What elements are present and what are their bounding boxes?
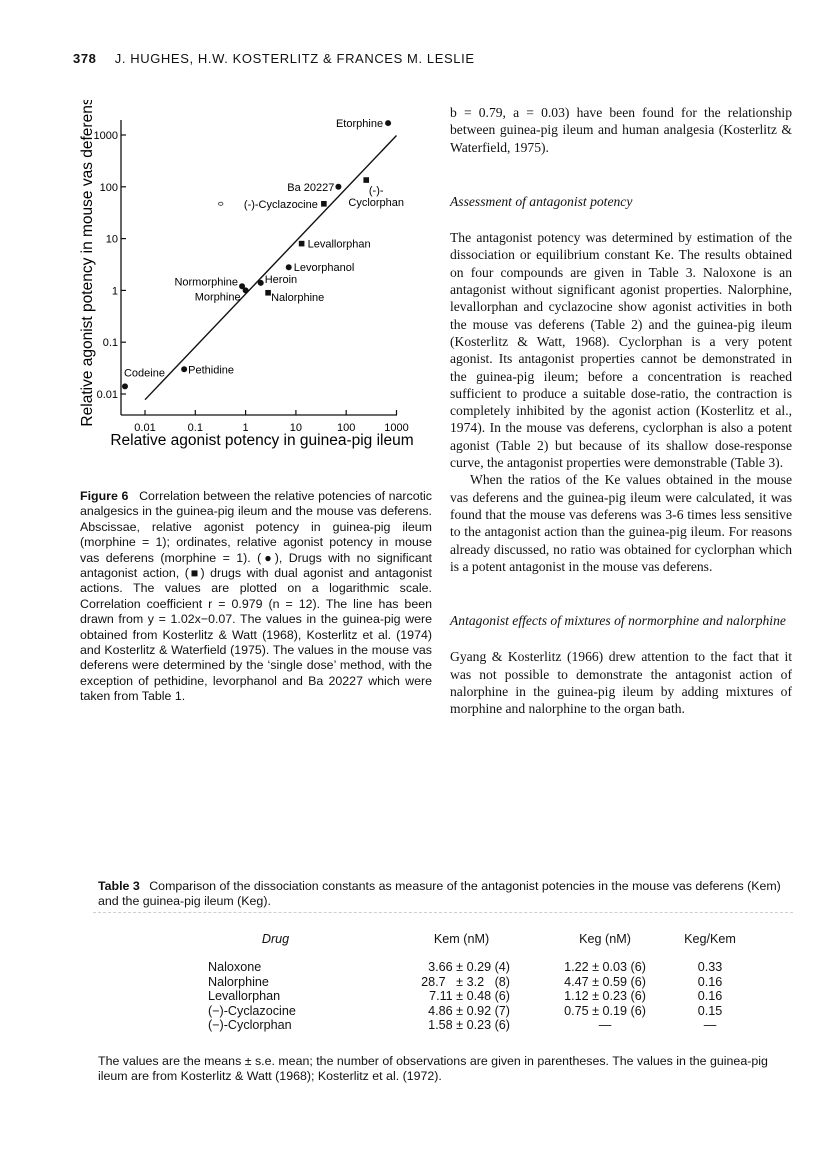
page-number: 378 xyxy=(73,51,97,66)
header-keg: Keg (nM) xyxy=(579,932,631,946)
cell-keg: 4.47 ± 0.59 (6) xyxy=(564,974,646,989)
cell-kem: 7.11 ± 0.48 (6) xyxy=(429,989,510,1004)
right-column xyxy=(450,104,792,718)
cell-ratio: 0.33 xyxy=(697,960,723,974)
cell-drug: Naloxone xyxy=(208,960,262,974)
header-kem: Kem (nM) xyxy=(433,932,490,946)
cell-kem: 3.66 ± 0.29 (4) xyxy=(428,960,510,974)
header-ratio: Keg/Kem xyxy=(684,932,736,946)
point-cyclorphan xyxy=(363,177,369,183)
x-tick-label: 100 xyxy=(337,422,356,434)
point-label-codeine: Codeine xyxy=(123,367,165,380)
point-etorphine xyxy=(385,120,391,126)
y-tick-label: 0.1 xyxy=(102,337,118,350)
x-tick-label: 0.1 xyxy=(187,422,203,434)
point-codeine xyxy=(122,383,128,389)
x-tick-label: 10 xyxy=(289,422,303,434)
cell-ratio: 0.16 xyxy=(697,974,723,989)
point-morphine xyxy=(243,287,249,293)
cell-drug: Levallorphan xyxy=(208,989,281,1004)
point-label-levallorphan: Levallorphan xyxy=(307,238,371,251)
cell-drug: (−)-Cyclazocine xyxy=(208,1003,296,1018)
point-label-levorphanol: Levorphanol xyxy=(293,262,355,275)
header-drug: Drug xyxy=(261,932,290,946)
table-header-row xyxy=(208,932,750,960)
section-heading-antagonist-potency: Assessment of antagonist potency xyxy=(450,193,633,209)
table-note: The values are the means ± s.e. mean; the number of observations are given in parentheses. The values in the guinea-pig ileum are from Kosterlitz & Watt (1968); Kosterlitz et al. (1972). xyxy=(98,1054,768,1084)
figure-caption xyxy=(80,489,432,705)
table-caption-text: Comparison of the dissociation constants as measure of the antagonist potencies in the mouse vas deferens (Kem) and the guinea-pig ileum (Keg). xyxy=(98,879,781,909)
figure-label: Figure 6 xyxy=(80,489,129,503)
section-heading-mixtures: Antagonist effects of mixtures of normorphine and nalorphine xyxy=(450,613,786,629)
point-label-pethidine: Pethidine xyxy=(188,364,235,377)
table-label: Table 3 xyxy=(98,879,140,893)
y-tick-label: 1000 xyxy=(93,130,118,142)
point-ba-20227 xyxy=(335,184,341,190)
point-levallorphan xyxy=(299,241,305,247)
paragraph-ke-ratios: When the ratios of the Ke values obtained in the mouse vas deferens and the guinea-pig ileum were calculated, it was found that the mouse vas deferens was 3-6 times less sensitive to the antagonist action than the guinea-pig ileum. For reasons already discussed, no ratio was obtained for cyclorphan which is a potent antagonist in the mouse vas deferens. xyxy=(450,472,792,574)
cell-keg: 1.12 ± 0.23 (6) xyxy=(564,989,646,1004)
point-label-cyclazocine: (-)-Cyclazocine xyxy=(243,198,318,211)
x-tick-label: 1000 xyxy=(384,422,409,434)
cell-kem: 28.7 ± 3.2 (8) xyxy=(421,974,510,989)
point-cyclazocine xyxy=(321,201,327,207)
regression-line xyxy=(145,136,397,400)
authors: J. HUGHES, H.W. KOSTERLITZ & FRANCES M. LESLIE xyxy=(114,51,475,66)
data-points xyxy=(122,118,404,389)
cell-kem: 4.86 ± 0.92 (7) xyxy=(428,1003,510,1018)
cell-ratio: 0.16 xyxy=(697,989,723,1004)
scatter-plot xyxy=(70,100,440,460)
cell-ratio: 0.15 xyxy=(697,1003,723,1018)
cell-drug: (−)-Cyclorphan xyxy=(208,1018,292,1033)
point-nalorphine xyxy=(265,290,271,296)
point-label-nalorphine: Nalorphine xyxy=(271,291,325,304)
point-pethidine xyxy=(181,366,187,372)
cell-keg: 0.75 ± 0.19 (6) xyxy=(564,1003,646,1018)
point-heroin xyxy=(258,280,264,286)
point-label-heroin: Heroin xyxy=(264,273,298,286)
table-row xyxy=(208,1004,750,1019)
point-label-cyclorphan: (-)- xyxy=(368,185,384,198)
point-label-etorphine: Etorphine xyxy=(335,118,384,131)
y-tick-label: 10 xyxy=(105,233,118,246)
cell-drug: Nalorphine xyxy=(208,974,269,989)
cell-kem: 1.58 ± 0.23 (6) xyxy=(428,1018,510,1033)
point-label-morphine: Morphine xyxy=(194,291,241,304)
point-open-circle xyxy=(219,202,223,205)
paragraph-antagonist-potency: The antagonist potency was determined by estimation of the dissociation or equilibrium constant Ke. The results obtained on four compounds are given in Table 3. Naloxone is an antagonist without significant agonist properties. Nalorphine, levallorphan and cyclazocine show agonist activities in both the mouse vas deferens (Table 2) and the guinea-pig ileum (Kosterlitz & Watt, 1968). Cyclorphan is a very potent agonist. Its antagonist properties cannot be demonstrated in the guinea-pig ileum; before a concentration is reached sufficient to produce a suitable dose-ratio, the contraction is completely inhibited by the agonist action (Kosterlitz et al., 1974). In the mouse vas deferens, cyclorphan is also a potent agonist (Table 2) but because of its shallow dose-response curve, the antagonist properties were demonstrable (Table 3). xyxy=(450,230,792,471)
y-axis-label: Relative agonist potency in mouse vas deferens xyxy=(79,100,96,427)
figure-6-chart xyxy=(70,100,440,460)
x-tick-label: 0.01 xyxy=(134,422,156,434)
y-tick-label: 1 xyxy=(111,285,118,298)
y-tick-label: 100 xyxy=(99,181,118,194)
x-tick-label: 1 xyxy=(242,422,249,434)
running-head xyxy=(73,51,475,66)
table-row xyxy=(208,960,750,975)
point-label-ba-20227: Ba 20227 xyxy=(287,181,335,194)
point-levorphanol xyxy=(286,264,292,270)
table-caption xyxy=(98,879,788,909)
table-row xyxy=(208,1018,750,1033)
x-axis-label: Relative agonist potency in guinea-pig ileum xyxy=(110,432,414,449)
paragraph-mixtures: Gyang & Kosterlitz (1966) drew attention to the fact that it was not possible to demonstrate the antagonist action of nalorphine in the guinea-pig ileum by adding mixtures of morphine and nalorphine to the organ bath. xyxy=(450,649,792,717)
cell-ratio: — xyxy=(703,1018,717,1033)
cell-keg: 1.22 ± 0.03 (6) xyxy=(564,960,646,974)
cell-keg: — xyxy=(598,1018,612,1033)
regression-line-path xyxy=(145,136,397,400)
point-label-cyclorphan: Cyclorphan xyxy=(348,197,405,210)
table-row xyxy=(208,975,750,990)
point-label-normorphine: Normorphine xyxy=(174,276,239,289)
paragraph-continued: b = 0.79, a = 0.03) have been found for the relationship between guinea-pig ileum and human analgesia (Kosterlitz & Waterfield, 1975). xyxy=(450,105,792,155)
table-3 xyxy=(208,932,750,1033)
table-row xyxy=(208,989,750,1004)
table-rule xyxy=(93,912,793,913)
tick-labels xyxy=(94,130,409,434)
y-tick-label: 0.01 xyxy=(96,389,118,401)
figure-caption-text: Correlation between the relative potencies of narcotic analgesics in the guinea-pig ileum and the mouse vas deferens. Abscissae, relative agonist potency in guinea-pig ileum (morphine = 1); ordinates, relative agonist potency in mouse vas deferens (morphine = 1). (●), Drugs with no significant antagonist action, (■) drugs with dual agonist and antagonist actions. The values are plotted on a logarithmic scale. Correlation coefficient r = 0.979 (n = 12). The line has been drawn from y = 1.02x−0.07. The values in the guinea-pig were obtained from Kosterlitz & Watt (1968), Kosterlitz et al. (1974) and Kosterlitz & Waterfield (1975). The values in the mouse vas deferens were determined by the ‘single dose’ method, with the exception of pethidine, levorphanol and Ba 20227 which were taken from Table 1. xyxy=(80,489,432,704)
